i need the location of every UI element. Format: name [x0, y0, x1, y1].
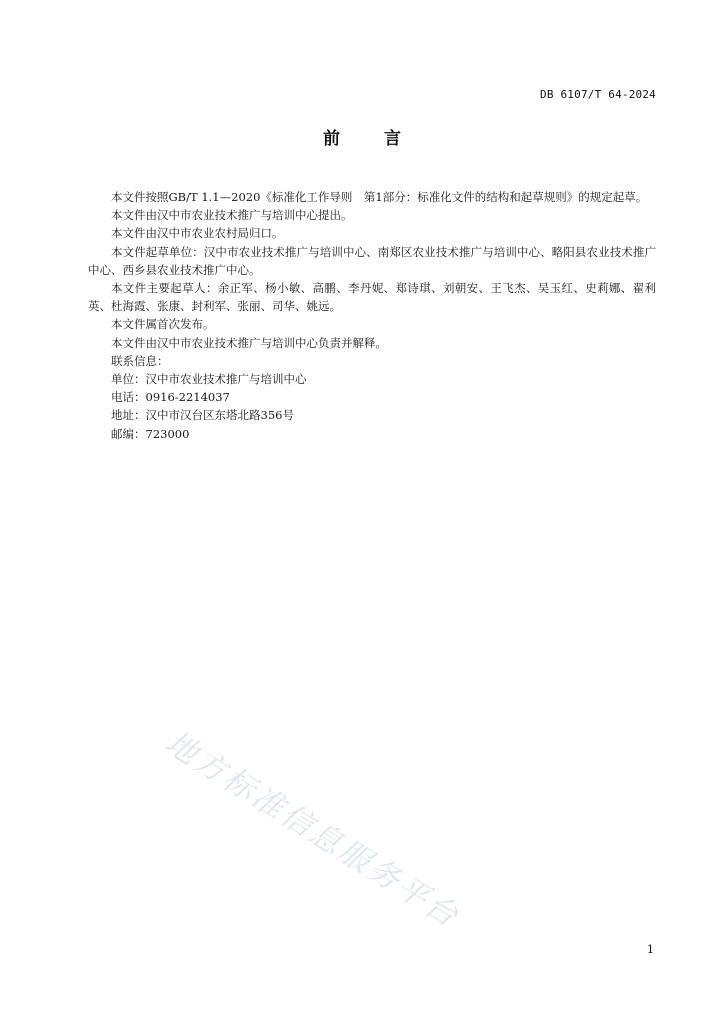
contact-unit: 单位：汉中市农业技术推广与培训中心: [111, 372, 307, 387]
paragraph-administrator: 本文件由汉中市农业农村局归口。: [111, 226, 284, 241]
paragraph-drafters: 本文件主要起草人：余正军、杨小敏、高鹏、李丹妮、郑诗琪、刘朝安、王飞杰、吴玉红、史莉娜、翟利英、杜海霞、张康、封利军、张丽、司华、姚远。: [88, 281, 656, 314]
page-number: 1: [647, 943, 654, 956]
contact-heading: 联系信息：: [111, 353, 169, 368]
paragraph-proposer: 本文件由汉中市农业技术推广与培训中心提出。: [111, 208, 353, 223]
contact-address: 地址：汉中市汉台区东塔北路356号: [111, 408, 294, 423]
document-code: DB 6107/T 64-2024: [540, 88, 656, 101]
paragraph-drafting-rules: 本文件按照GB/T 1.1—2020《标准化工作导则 第1部分：标准化文件的结构和起草规则》的规定起草。: [111, 190, 648, 204]
paragraph-interpretation: 本文件由汉中市农业技术推广与培训中心负责并解释。: [111, 335, 387, 350]
contact-postcode: 邮编：723000: [111, 426, 190, 441]
watermark-text: 地方标准信息服务平台: [158, 724, 467, 936]
paragraph-drafting-units: 本文件起草单位：汉中市农业技术推广与培训中心、南郑区农业技术推广与培训中心、略阳县农业技术推广中心、西乡县农业技术推广中心。: [88, 244, 656, 277]
contact-phone: 电话：0916-2214037: [111, 390, 230, 405]
paragraph-first-release: 本文件属首次发布。: [111, 317, 215, 332]
preface-body: [88, 188, 656, 443]
page-title: 前言: [323, 129, 445, 149]
